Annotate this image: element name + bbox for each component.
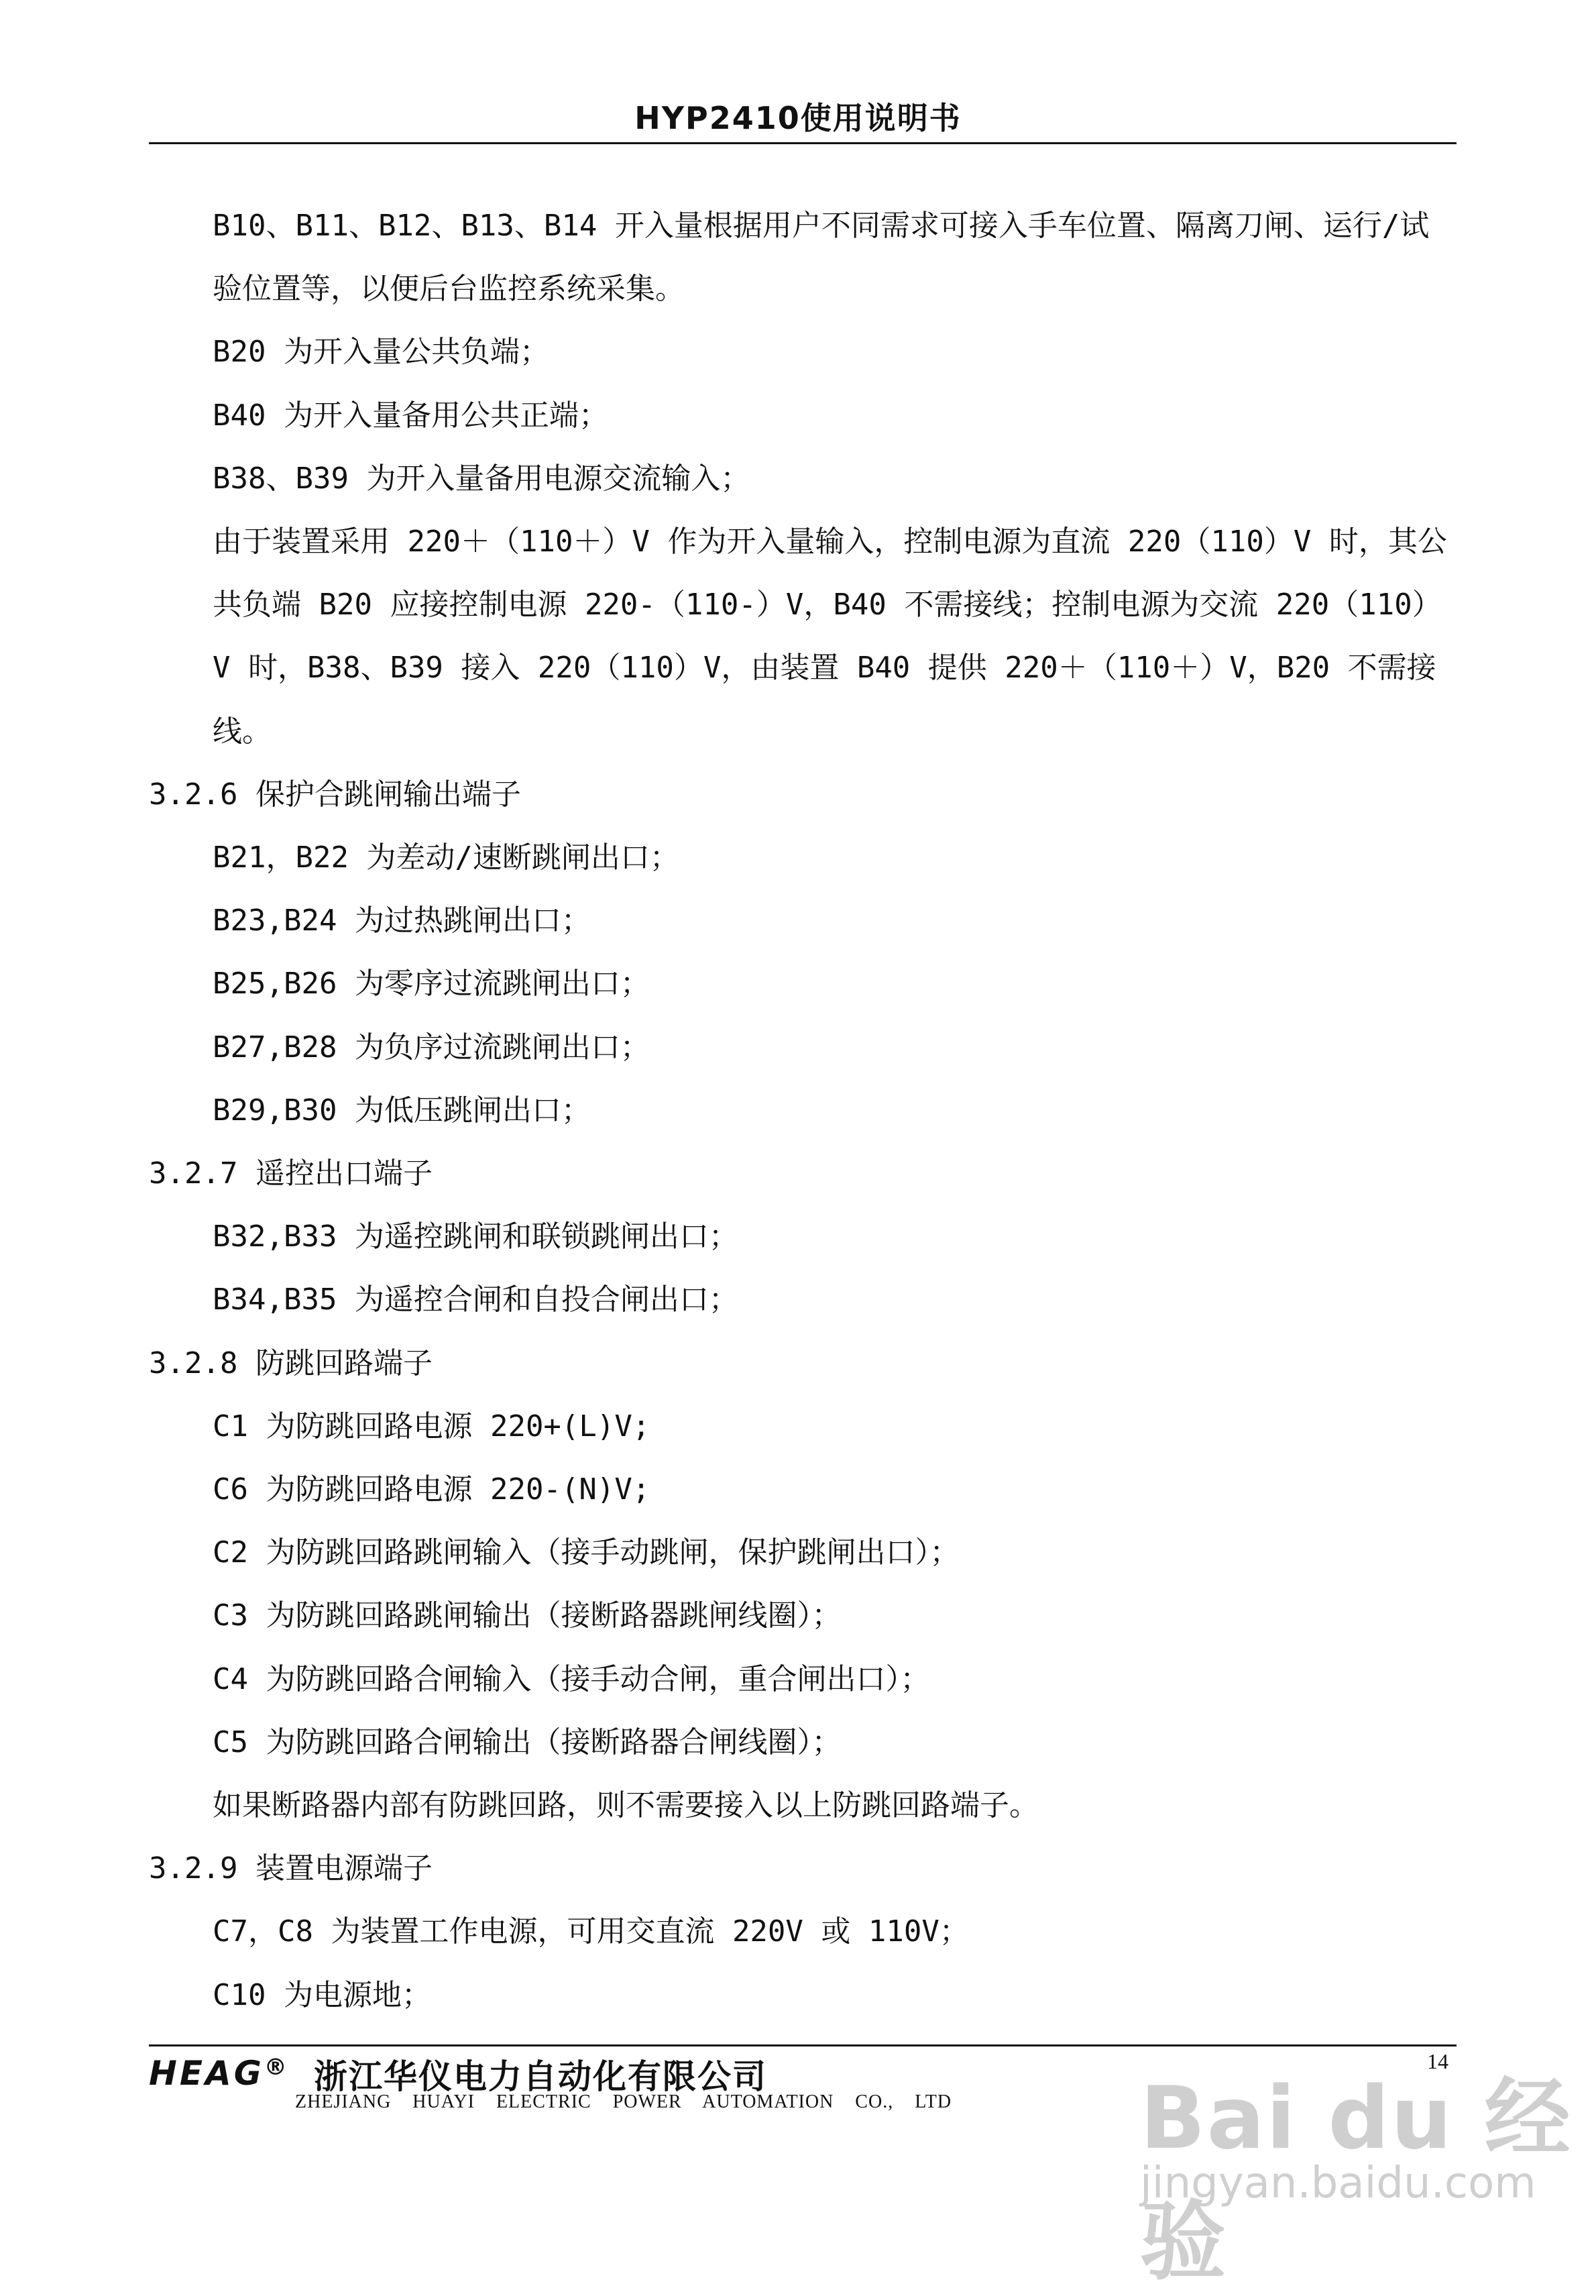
list-item: B25,B26 为零序过流跳闸出口； (213, 967, 650, 1001)
company-logo (149, 2054, 290, 2093)
paragraph-b20: B20 为开入量公共负端； (213, 335, 549, 370)
paragraph-power-note: 由于装置采用 220＋（110＋）V 作为开入量输入，控制电源为直流 220（110）V 时，其公共负端 B20 应接控制电源 220-（110-）V，B40 不需接线；控制电源为交流 220（110）V 时，B38、B39 接入 220（110）V，由装置 B40 提供 220＋（110＋）V，B20 不需接线。 (213, 525, 1447, 749)
header-divider (149, 142, 1457, 144)
list-item: B34,B35 为遥控合闸和自投合闸出口； (213, 1282, 738, 1317)
paragraph-binary-inputs: B10、B11、B12、B13、B14 开入量根据用户不同需求可接入手车位置、隔离刀闸、运行/试验位置等，以便后台监控系统采集。 (213, 209, 1430, 307)
watermark-url: jingyan.baidu.com (1140, 2158, 1536, 2208)
section-heading-3-2-7: 3.2.7 遥控出口端子 (149, 1156, 433, 1191)
document-header-title: HYP2410使用说明书 (634, 100, 962, 136)
list-item: B27,B28 为负序过流跳闸出口； (213, 1030, 650, 1064)
list-item: C6 为防跳回路电源 220-(N)V; (213, 1472, 650, 1507)
list-item: C3 为防跳回路跳闸输出（接断路器跳闸线圈）； (213, 1598, 842, 1633)
paragraph-anti-pump-note: 如果断路器内部有防跳回路，则不需要接入以上防跳回路端子。 (213, 1788, 1039, 1823)
section-heading-3-2-8: 3.2.8 防跳回路端子 (149, 1346, 433, 1380)
company-name-en: ZHEJIANG HUAYI ELECTRIC POWER AUTOMATION CO., LTD (295, 2091, 952, 2112)
section-heading-3-2-9: 3.2.9 装置电源端子 (149, 1851, 433, 1886)
list-item: C2 为防跳回路跳闸输入（接手动跳闸，保护跳闸出口）； (213, 1535, 960, 1570)
watermark-logo: Bai du 经验 (1140, 2069, 1572, 2292)
registered-mark: ® (264, 2054, 290, 2081)
footer-divider (149, 2044, 1457, 2046)
company-logo-text: HEAG (149, 2054, 264, 2093)
list-item: B29,B30 为低压跳闸出口； (213, 1093, 591, 1128)
paragraph-b38-b39: B38、B39 为开入量备用电源交流输入； (213, 461, 750, 496)
list-item: C1 为防跳回路电源 220+(L)V; (213, 1409, 650, 1443)
list-item: C5 为防跳回路合闸输出（接断路器合闸线圈）； (213, 1725, 842, 1759)
company-name-cn: 浙江华仪电力自动化有限公司 (314, 2057, 767, 2096)
list-item: C10 为电源地； (213, 1977, 431, 2012)
document-body (149, 195, 1457, 2027)
list-item: B23,B24 为过热跳闸出口； (213, 904, 591, 938)
page-number: 14 (1427, 2049, 1448, 2073)
list-item: C4 为防跳回路合闸输入（接手动合闸，重合闸出口）； (213, 1661, 930, 1696)
paragraph-b40: B40 为开入量备用公共正端； (213, 398, 608, 433)
list-item: B21，B22 为差动/速断跳闸出口； (213, 840, 679, 875)
section-heading-3-2-6: 3.2.6 保护合跳闸输出端子 (149, 777, 521, 812)
list-item: C7，C8 为装置工作电源，可用交直流 220V 或 110V； (213, 1914, 969, 1949)
list-item: B32,B33 为遥控跳闸和联锁跳闸出口； (213, 1219, 738, 1254)
